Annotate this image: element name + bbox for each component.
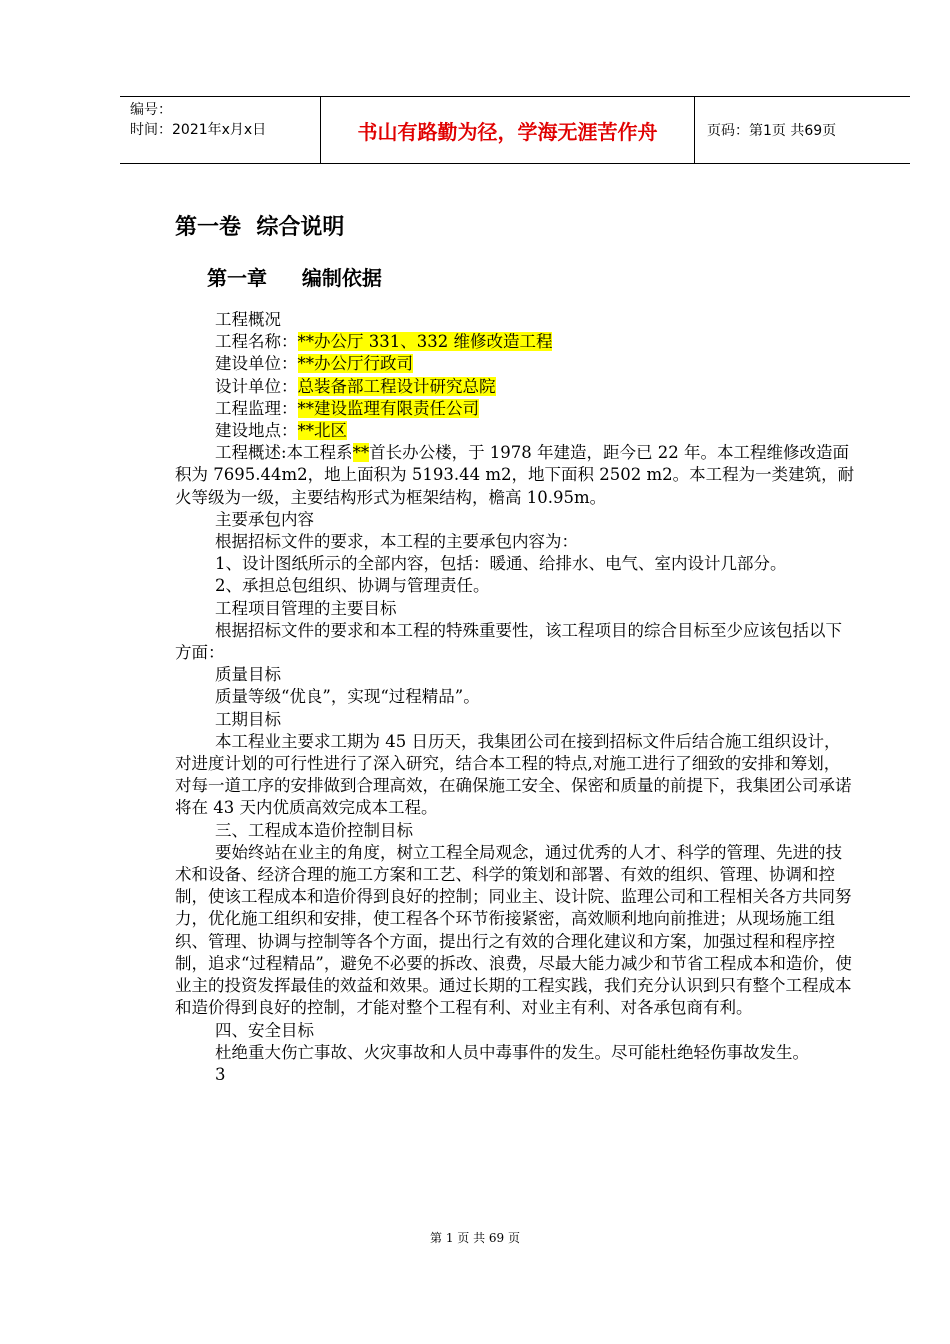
cost-text: 要始终站在业主的角度，树立工程全局观念，通过优秀的人才、科学的管理、先进的技术和设备、经济合理的施工方案和工艺、科学的策划和部署、有效的组织、管理、协调和控制，使该工程成本和造价得到良好的控制；同业主、设计院、监理公司和工程相关各方共同努力，优化施工组织和安排，使工程各个环节衔接紧密，高效顺利地向前推进；从现场施工组织、管理、协调与控制等各个方面，提出行之有效的合理化建议和方案，加强过程和程序控制，追求“过程精品”，避免不必要的拆改、浪费，尽最大能力减少和节省工程成本和造价，使业主的投资发挥最佳的效益和效果。通过长期的工程实践，我们充分认识到只有整个工程成本和造价得到良好的控制，才能对整个工程有利、对业主有利、对各承包商有利。 bbox=[175, 842, 852, 1018]
cost-heading: 三、工程成本造价控制目标 bbox=[215, 820, 413, 840]
schedule-text: 本工程业主要求工期为 45 日历天，我集团公司在接到招标文件后结合施工组织设计，对进度计划的可行性进行了深入研究，结合本工程的特点,对施工进行了细致的安排和筹划，对每一道工序的安排做到合理高效，在确保施工安全、保密和质量的前提下，我集团公司承诺将在 43 天内优质高效完成本工程。 bbox=[175, 731, 852, 818]
goals-heading: 工程项目管理的主要目标 bbox=[215, 598, 397, 618]
header-meta bbox=[120, 97, 321, 163]
location-label: 建设地点： bbox=[215, 421, 298, 441]
project-name-value: **办公厅 331、332 维修改造工程 bbox=[297, 332, 553, 352]
scope-intro: 根据招标文件的要求，本工程的主要承包内容为： bbox=[215, 532, 578, 552]
document-number: 编号： bbox=[130, 102, 172, 118]
header-page-info: 页码：第1页 共69页 bbox=[707, 123, 837, 139]
page-footer: 第 1 页 共 69 页 bbox=[430, 1231, 520, 1245]
document-time: 时间：2021年x月x日 bbox=[130, 122, 267, 138]
chapter-title: 第一章 编制依据 bbox=[207, 266, 382, 290]
project-name-label: 工程名称： bbox=[215, 332, 298, 352]
header-motto: 书山有路勤为径，学海无涯苦作舟 bbox=[321, 97, 695, 163]
trailing-number: 3 bbox=[215, 1064, 226, 1084]
location-value: **北区 bbox=[297, 421, 347, 441]
scope-item-1: 1、设计图纸所示的全部内容，包括：暖通、给排水、电气、室内设计几部分。 bbox=[215, 554, 787, 574]
safety-text: 杜绝重大伤亡事故、火灾事故和人员中毒事件的发生。尽可能杜绝轻伤事故发生。 bbox=[215, 1042, 809, 1062]
supervision-line bbox=[175, 398, 855, 420]
summary-paragraph bbox=[175, 442, 855, 509]
project-name-line bbox=[175, 331, 855, 353]
summary-part-a: 工程概述:本工程系 bbox=[215, 443, 353, 463]
scope-item-2: 2、承担总包组织、协调与管理责任。 bbox=[215, 576, 490, 596]
scope-heading: 主要承包内容 bbox=[215, 509, 314, 529]
location-line bbox=[175, 420, 855, 442]
builder-value: **办公厅行政司 bbox=[297, 354, 413, 374]
goals-intro: 根据招标文件的要求和本工程的特殊重要性，该工程项目的综合目标至少应该包括以下方面： bbox=[175, 620, 842, 663]
document-body bbox=[175, 309, 855, 1086]
volume-title: 第一卷 综合说明 bbox=[175, 215, 345, 240]
design-value: 总装备部工程设计研究总院 bbox=[297, 376, 496, 396]
summary-highlight: ** bbox=[352, 443, 370, 463]
builder-label: 建设单位： bbox=[215, 354, 298, 374]
design-line bbox=[175, 376, 855, 398]
safety-heading: 四、安全目标 bbox=[215, 1020, 314, 1040]
supervision-label: 工程监理： bbox=[215, 398, 298, 418]
quality-heading: 质量目标 bbox=[215, 665, 281, 685]
builder-line bbox=[175, 353, 855, 375]
design-label: 设计单位： bbox=[215, 376, 298, 396]
page-header bbox=[120, 96, 910, 164]
supervision-value: **建设监理有限责任公司 bbox=[297, 398, 479, 418]
schedule-heading: 工期目标 bbox=[215, 709, 281, 729]
summary-part-b: 首长办公楼，于 1978 年建造，距今已 22 年。本工程维修改造面积为 7695.44m2，地上面积为 5193.44 m2，地下面积 2502 m2。本工程为一类建筑，耐火等级为一级，主要结构形式为框架结构，檐高 10.95m。 bbox=[175, 443, 855, 507]
quality-text: 质量等级“优良”，实现“过程精品”。 bbox=[215, 687, 480, 707]
overview-heading: 工程概况 bbox=[215, 310, 281, 329]
